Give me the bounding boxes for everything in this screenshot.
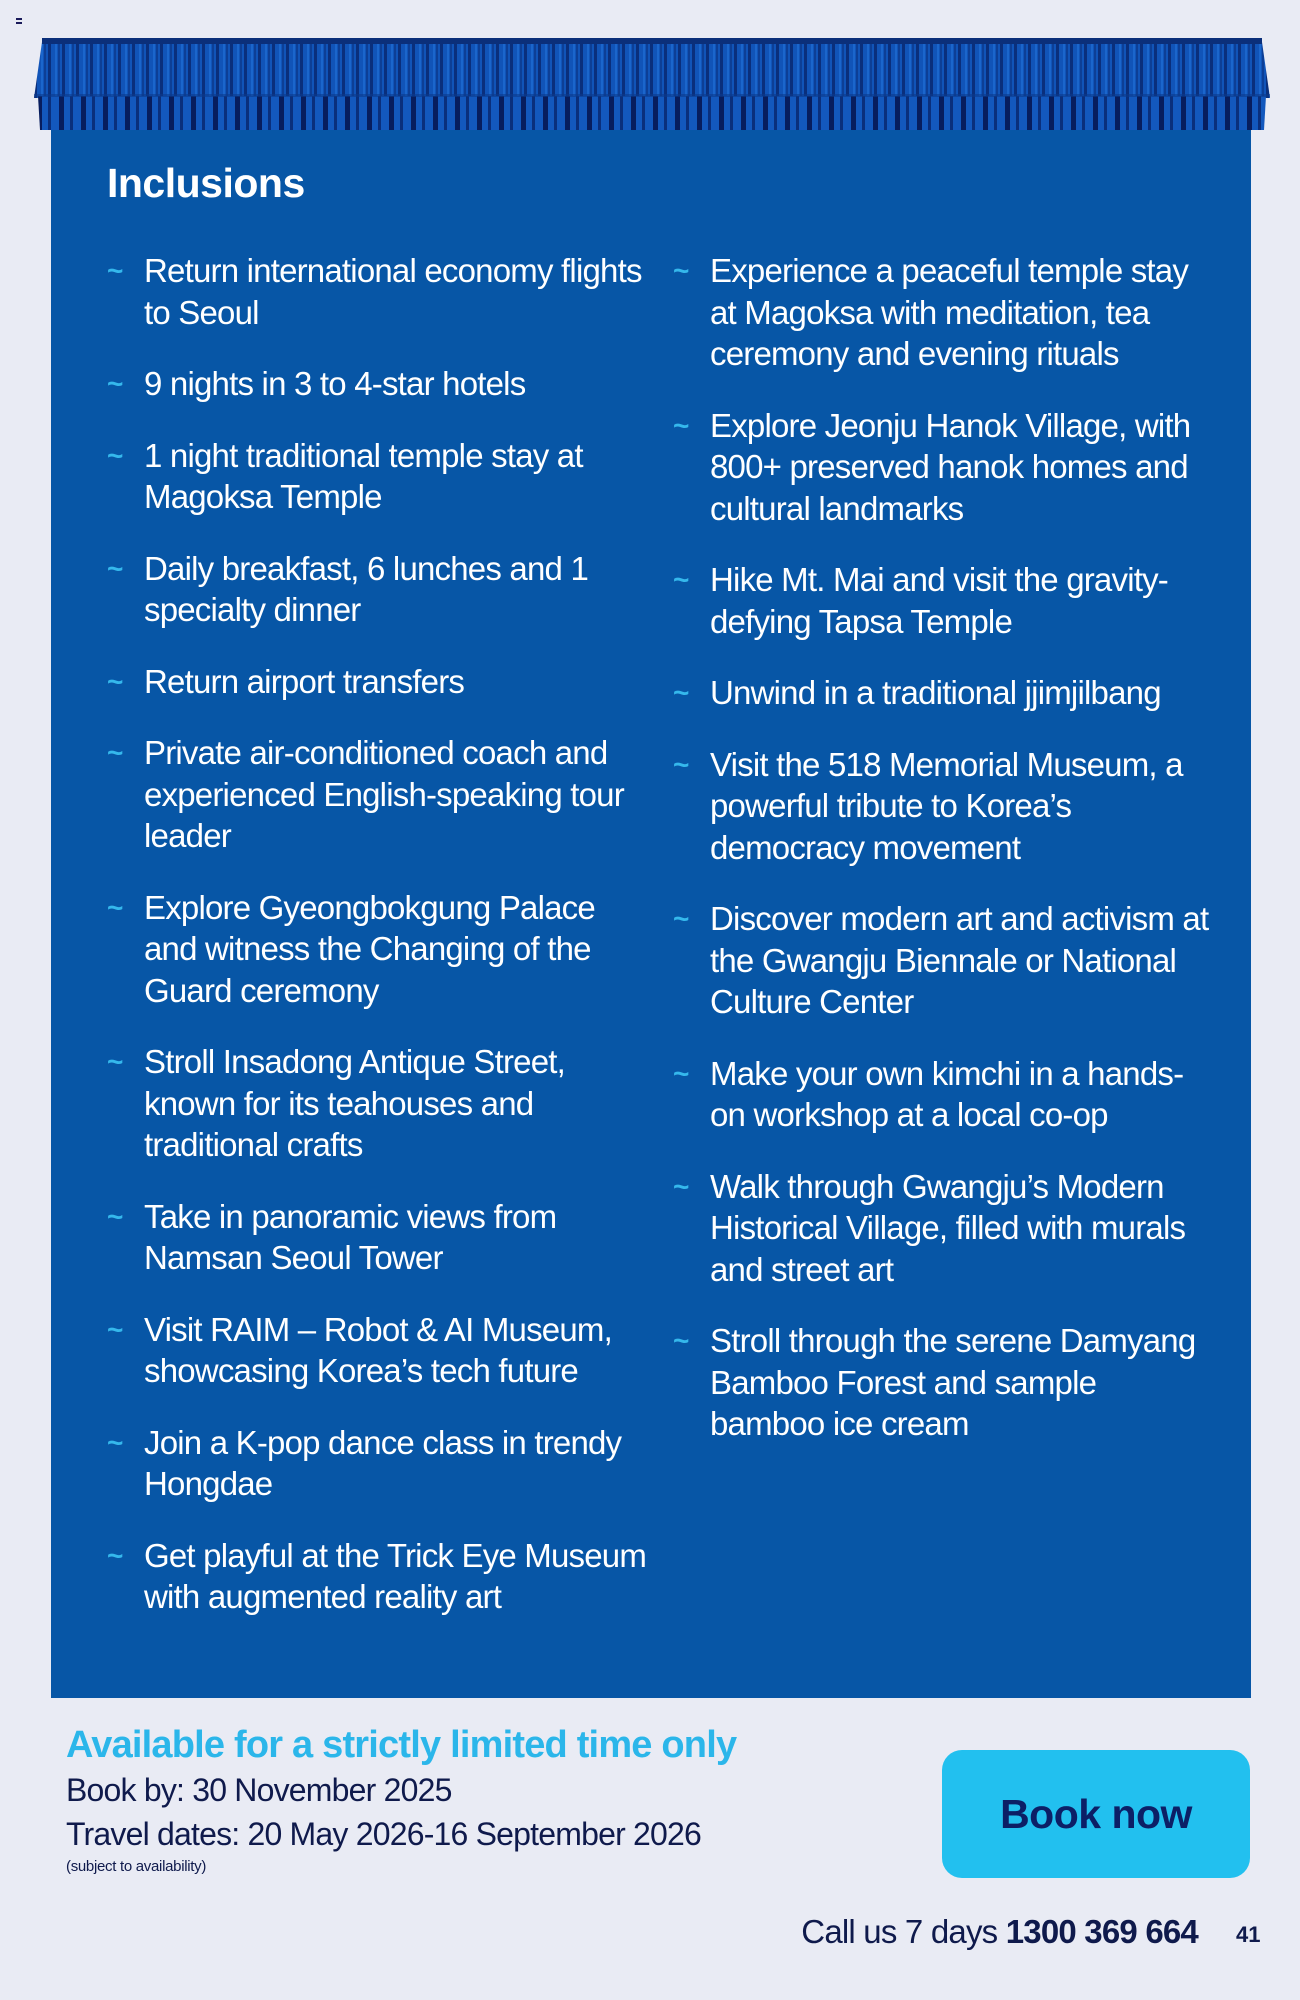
- inclusion-text: Unwind in a traditional jjimjilbang: [710, 674, 1161, 711]
- tilde-bullet-icon: ~: [107, 737, 123, 768]
- print-registration-mark: [16, 18, 22, 24]
- inclusion-item: [673, 250, 1218, 375]
- inclusion-text: Daily breakfast, 6 lunches and 1 specialty dinner: [144, 549, 589, 628]
- limited-time-headline: Available for a strictly limited time only: [66, 1724, 737, 1766]
- inclusion-text: Make your own kimchi in a hands-on workshop at a local co-op: [710, 1054, 1184, 1133]
- inclusion-item: [107, 661, 647, 703]
- tilde-bullet-icon: ~: [107, 439, 123, 471]
- tilde-bullet-icon: ~: [107, 552, 123, 584]
- inclusion-item: [107, 1041, 647, 1166]
- inclusions-list-left: [107, 250, 647, 1618]
- tilde-bullet-icon: ~: [673, 564, 689, 595]
- tilde-bullet-icon: ~: [673, 255, 689, 286]
- inclusion-text: Stroll through the serene Damyang Bamboo Forest and sample bamboo ice cream: [710, 1322, 1196, 1442]
- inclusion-text: Explore Gyeongbokgung Palace and witness the Changing of the Guard ceremony: [144, 888, 595, 1009]
- curtain-valance-decoration: [34, 30, 1270, 132]
- tilde-bullet-icon: ~: [107, 1313, 123, 1345]
- inclusion-item: [673, 1320, 1218, 1445]
- inclusion-text: Explore Jeonju Hanok Village, with 800+ preserved hanok homes and cultural landmarks: [710, 406, 1191, 527]
- inclusion-item: [673, 1166, 1218, 1291]
- inclusion-item: [107, 732, 647, 857]
- inclusion-text: Join a K-pop dance class in trendy Hongdae: [144, 1423, 622, 1502]
- inclusion-item: [107, 887, 647, 1012]
- inclusion-text: Experience a peaceful temple stay at Magoksa with meditation, tea ceremony and evening rituals: [710, 252, 1189, 372]
- inclusion-text: Return airport transfers: [144, 662, 465, 700]
- inclusion-text: Walk through Gwangju’s Modern Historical Village, filled with murals and street art: [710, 1167, 1186, 1288]
- call-us-prefix: Call us 7 days: [801, 1913, 1006, 1950]
- inclusion-item: [107, 363, 647, 405]
- inclusions-list-right: [673, 250, 1218, 1445]
- inclusion-text: 1 night traditional temple stay at Magoksa Temple: [144, 436, 583, 515]
- inclusion-text: Private air-conditioned coach and experienced English-speaking tour leader: [144, 734, 624, 854]
- inclusion-text: Visit RAIM – Robot & AI Museum, showcasing Korea’s tech future: [144, 1310, 612, 1389]
- travel-dates: Travel dates: 20 May 2026-16 September 2026: [66, 1816, 702, 1852]
- call-us-line: [801, 1913, 1198, 1951]
- inclusion-item: [673, 744, 1218, 869]
- inclusion-text: Get playful at the Trick Eye Museum with augmented reality art: [144, 1536, 647, 1615]
- tilde-bullet-icon: ~: [673, 677, 689, 708]
- page-number: 41: [1236, 1922, 1261, 1947]
- inclusion-item: [673, 405, 1218, 530]
- tilde-bullet-icon: ~: [673, 748, 689, 780]
- tilde-bullet-icon: ~: [107, 1046, 123, 1077]
- inclusions-heading: Inclusions: [107, 160, 305, 206]
- inclusion-item: [673, 559, 1218, 642]
- inclusion-item: [673, 898, 1218, 1023]
- phone-number-link[interactable]: 1300 369 664: [1005, 1913, 1198, 1950]
- inclusion-item: [107, 250, 647, 333]
- inclusion-text: Stroll Insadong Antique Street, known for its teahouses and traditional crafts: [144, 1043, 565, 1163]
- inclusion-text: Return international economy flights to Seoul: [144, 252, 642, 331]
- tilde-bullet-icon: ~: [673, 1170, 689, 1202]
- inclusion-item: [107, 1309, 647, 1392]
- inclusion-text: Hike Mt. Mai and visit the gravity-defying Tapsa Temple: [710, 561, 1168, 640]
- inclusion-item: [107, 548, 647, 631]
- tilde-bullet-icon: ~: [107, 255, 123, 286]
- availability-disclaimer: (subject to availability): [66, 1858, 207, 1875]
- inclusion-text: Visit the 518 Memorial Museum, a powerful tribute to Korea’s democracy movement: [710, 745, 1183, 866]
- book-by-date: Book by: 30 November 2025: [66, 1772, 452, 1808]
- tilde-bullet-icon: ~: [107, 1200, 123, 1232]
- inclusion-text: 9 nights in 3 to 4-star hotels: [144, 365, 526, 402]
- tilde-bullet-icon: ~: [107, 1426, 123, 1458]
- inclusion-text: Discover modern art and activism at the Gwangju Biennale or National Culture Center: [710, 900, 1209, 1020]
- tilde-bullet-icon: ~: [107, 891, 123, 923]
- book-now-button[interactable]: Book now: [942, 1750, 1250, 1878]
- tilde-bullet-icon: ~: [673, 903, 689, 934]
- tilde-bullet-icon: ~: [107, 1539, 123, 1571]
- inclusion-item: [107, 1422, 647, 1505]
- inclusion-text: Take in panoramic views from Namsan Seoul Tower: [144, 1197, 557, 1276]
- inclusion-item: [107, 435, 647, 518]
- tilde-bullet-icon: ~: [673, 1325, 689, 1356]
- inclusion-item: [673, 672, 1218, 714]
- offer-details: [66, 1722, 736, 1875]
- tilde-bullet-icon: ~: [673, 409, 689, 441]
- tilde-bullet-icon: ~: [107, 665, 123, 697]
- inclusion-item: [673, 1053, 1218, 1136]
- tilde-bullet-icon: ~: [673, 1057, 689, 1089]
- inclusion-item: [107, 1196, 647, 1279]
- inclusion-item: [107, 1535, 647, 1618]
- tilde-bullet-icon: ~: [107, 368, 123, 399]
